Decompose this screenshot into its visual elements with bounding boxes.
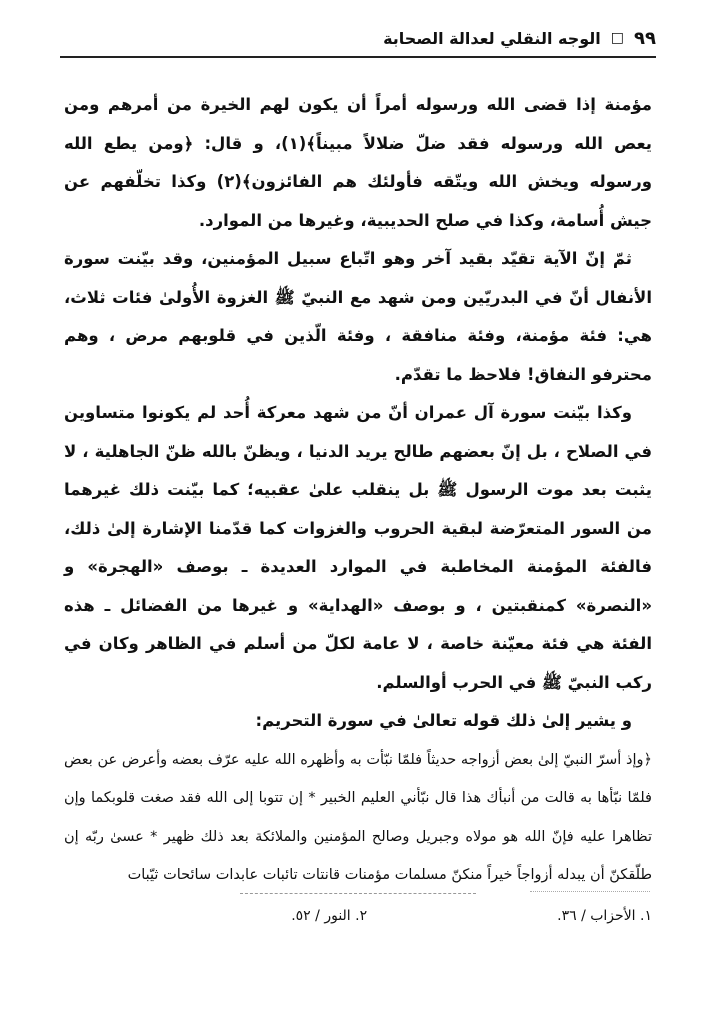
footnote-1: ١. الأحزاب / ٣٦. (557, 908, 652, 924)
body-text (64, 86, 652, 895)
footnote-divider (240, 893, 476, 894)
paragraph-4: و يشير إلىٰ ذلك قوله تعالىٰ في سورة التحريم: (255, 711, 632, 730)
header-separator: □ (610, 30, 625, 46)
footnotes (64, 908, 652, 938)
footnote-divider-right (530, 891, 650, 892)
paragraph-3: وكذا بيّنت سورة آل عمران أنّ من شهد معركة أُحد لم يكونوا متساوين في الصلاح ، بل إنّ بعضهم طالح يريد الدنيا ، ويظنّ بالله ظنّ الجاهلية ، لا يثبت بعد موت الرسول ﷺ بل ينقلب علىٰ عقبيه؛ كما بيّنت ذلك غيرهما من السور المتعرّضة لبقية الحروب والغزوات كما قدّمنا الإشارة إلىٰ ذلك، فالفئة المؤمنة المخاطبة في الموارد العديدة ـ بوصف «الهجرة» و «النصرة» كمنقبتين ، و بوصف «الهداية» و غيرها من الفضائل ـ هذه الفئة هي فئة معيّنة خاصة ، لا عامة لكلّ من أسلم في الظاهر وكان في ركب النبيّ ﷺ في الحرب أوالسلم. (64, 403, 652, 692)
paragraph-1: مؤمنة إذا قضى الله ورسوله أمراً أن يكون لهم الخيرة من أمرهم ومن يعص الله ورسوله فقد ضلّ ضلالاً مبيناً﴾(١)، و قال: ﴿ومن يطع الله ورسوله ويخش الله ويتّقه فأولئك هم الفائزون﴾(٢) وكذا تخلّفهم عن جيش أُسامة، وكذا في صلح الحديبية، وغيرها من الموارد. (64, 95, 652, 230)
page-number: ٩٩ (634, 27, 656, 49)
paragraph-2: ثمّ إنّ الآية تقيّد بقيد آخر وهو اتّباع سبيل المؤمنين، وقد بيّنت سورة الأنفال أنّ في البدريّين ومن شهد مع النبيّ ﷺ الغزوة الأُولىٰ فئات ثلاث، هي: فئة مؤمنة، وفئة منافقة ، وفئة الّذين في قلوبهم مرض ، وهم محترفو النفاق! فلاحظ ما تقدّم. (64, 249, 652, 384)
running-header (60, 22, 656, 54)
running-title: الوجه النقلي لعدالة الصحابة (383, 28, 601, 48)
footnote-2: ٢. النور / ٥٢. (291, 908, 368, 924)
quran-quote: ﴿وإذ أسرّ النبيّ إلىٰ بعض أزواجه حديثاً فلمّا نبّأت به وأظهره الله عليه عرّف بعضه وأعرض عن بعض فلمّا نبّأها به قالت من أنبأك هذا قال نبّأني العليم الخبير * إن تتوبا إلى الله فقد صغت قلوبكما وإن تظاهرا عليه فإنّ الله هو مولاه وجبريل وصالح المؤمنين والملائكة بعد ذلك ظهير * عسىٰ ربّه إن طلّقكنّ أن يبدله أزواجاً خيراً منكنّ مسلمات مؤمنات قانتات تائبات عابدات سائحات ثيّبات (64, 751, 652, 883)
header-rule (60, 56, 656, 58)
